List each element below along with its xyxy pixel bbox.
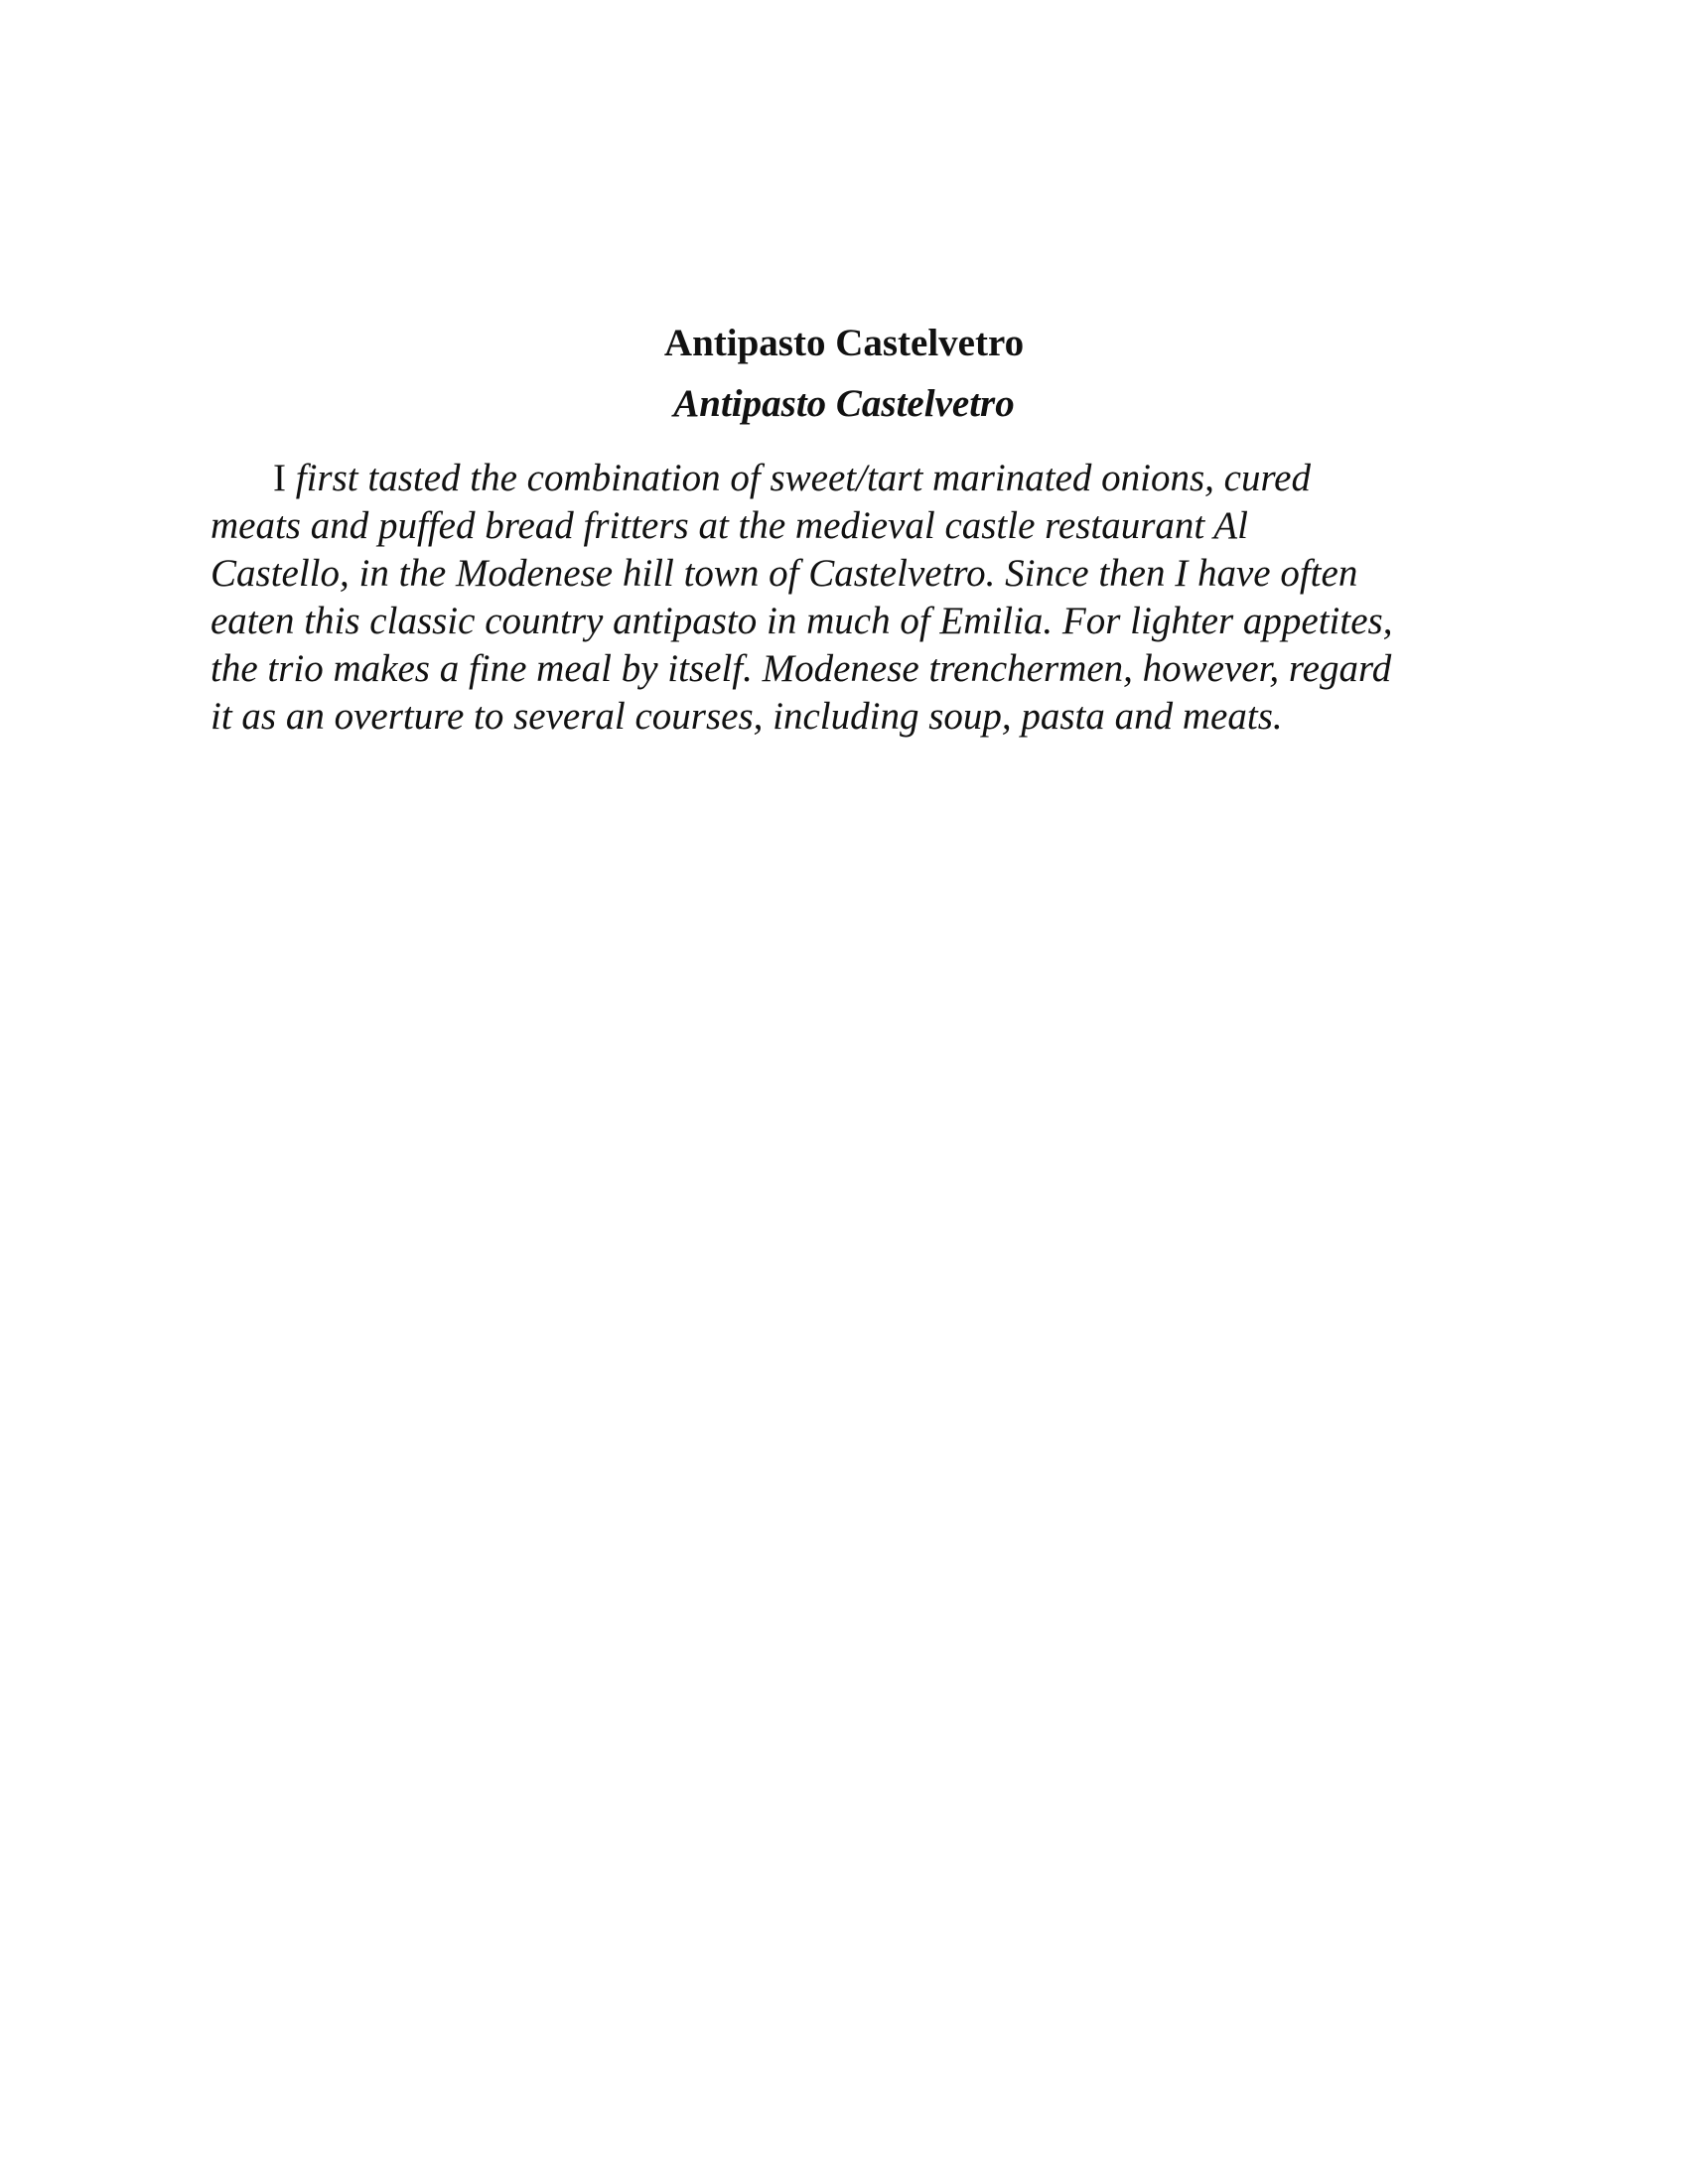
paragraph-line: it as an overture to several courses, including soup, pasta and meats. — [211, 695, 1283, 738]
paragraph-line — [211, 455, 1501, 502]
paragraph-line-text: first tasted the combination of sweet/tart marinated onions, cured — [286, 457, 1311, 499]
intro-paragraph — [211, 455, 1501, 741]
paragraph-initial: I — [273, 457, 286, 499]
paragraph-line: eaten this classic country antipasto in much of Emilia. For lighter appetites, — [211, 600, 1393, 642]
paragraph-line: Castello, in the Modenese hill town of Castelvetro. Since then I have often — [211, 552, 1358, 595]
paragraph-line: meats and puffed bread fritters at the medieval castle restaurant Al — [211, 504, 1248, 547]
paragraph-line: the trio makes a fine meal by itself. Modenese trenchermen, however, regard — [211, 647, 1392, 690]
recipe-title: Antipasto Castelvetro — [663, 322, 1025, 364]
recipe-subtitle: Antipasto Castelvetro — [673, 382, 1015, 425]
